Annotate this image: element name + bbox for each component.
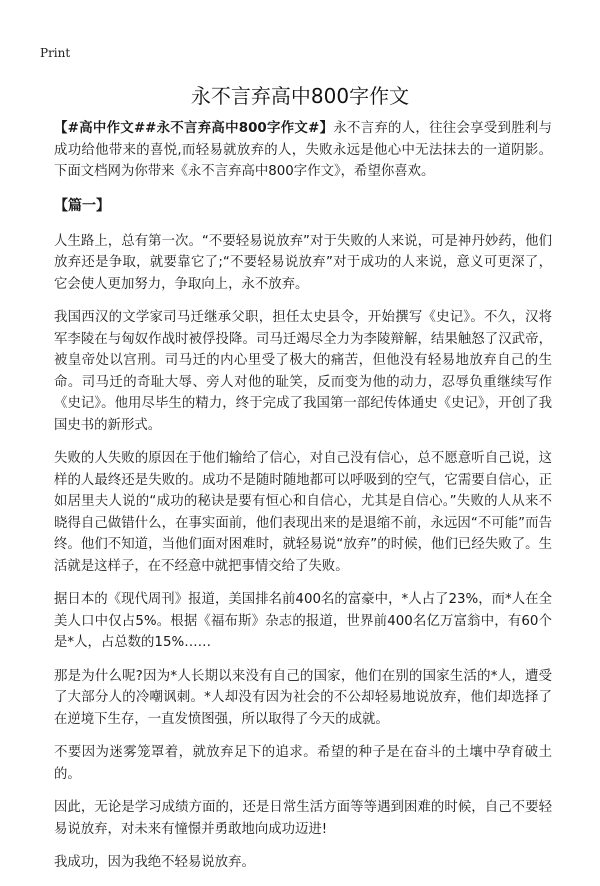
paragraph: 我国西汉的文学家司马迁继承父职，担任太史县令，开始撰写《史记》。不久，汉将军李陵在与匈奴作战时被俘投降。司马迁竭尽全力为李陵辩解，结果触怒了汉武帝，被皇帝处以宫刑。司马迁的内心里受了极大的痛苦，但他没有轻易地放弃自己的生命。司马迁的奇耻大辱、旁人对他的耻笑，反而变为他的动力，忍辱负重继续写作《史记》。他用尽毕生的精力，终于完成了我国第一部纪传体通史《史记》，开创了我国史书的新形式。 <box>54 310 552 433</box>
paragraph: 那是为什么呢?因为*人长期以来没有自己的国家，他们在别的国家生活的*人，遭受了大部分人的冷嘲讽刺。*人却没有因为社会的不公却轻易地说放弃，他们却选择了在逆境下生存，一直发愤图强，所以取得了今天的成就。 <box>54 668 552 727</box>
intro-tag: 【#高中作文##永不言弃高中800字作文#】 <box>54 121 334 136</box>
paragraph: 不要因为迷雾笼罩着，就放弃足下的追求。希望的种子是在奋斗的土壤中孕育破土的。 <box>54 745 552 782</box>
intro-text: 永不言弃的人，往往会享受到胜利与成功给他带来的喜悦,而轻易就放弃的人，失败永远是他心中无法抹去的一道阴影。下面文档网为你带来《永不言弃高中800字作文》，希望你喜欢。 <box>54 121 552 179</box>
document-title: 永不言弃高中800字作文 <box>190 84 410 108</box>
paragraph: 人生路上，总有第一次。“不要轻易说放弃”对于失败的人来说，可是神丹妙药，他们放弃还是争取，就要靠它了;“不要轻易说放弃”对于成功的人来说，意义可更深了，它会使人更加努力，争取向上，永不放弃。 <box>54 233 552 292</box>
intro-paragraph <box>54 118 552 183</box>
section-heading: 【篇一】 <box>54 197 110 214</box>
print-label[interactable]: Print <box>40 46 71 60</box>
paragraph: 失败的人失败的原因在于他们输给了信心，对自己没有信心，总不愿意听自己说，这样的人最终还是失败的。成功不是随时随地都可以呼吸到的空气，它需要自信心，正如居里夫人说的“成功的秘诀是要有恒心和自信心，尤其是自信心。”失败的人从来不晓得自己做错什么，在事实面前，他们表现出来的是退缩不前，永远因“不可能”而告终。他们不知道，当他们面对困难时，就轻易说“放弃”的时候，他们已经失败了。生活就是这样子，在不经意中就把事情交给了失败。 <box>54 451 552 574</box>
paragraph: 因此，无论是学习成绩方面的，还是日常生活方面等等遇到困难的时候，自己不要轻易说放弃，对未来有憧憬并勇敢地向成功迈进! <box>54 800 552 837</box>
paragraph: 我成功，因为我绝不轻易说放弃。 <box>54 855 255 870</box>
document-body <box>54 118 552 886</box>
paragraph: 据日本的《现代周刊》报道，美国排名前400名的富豪中，*人占了23%，而*人在全美人口中仅占5%。根据《福布斯》杂志的报道，世界前400名亿万富翁中，有60个是*人，占总数的15%…… <box>54 592 552 650</box>
